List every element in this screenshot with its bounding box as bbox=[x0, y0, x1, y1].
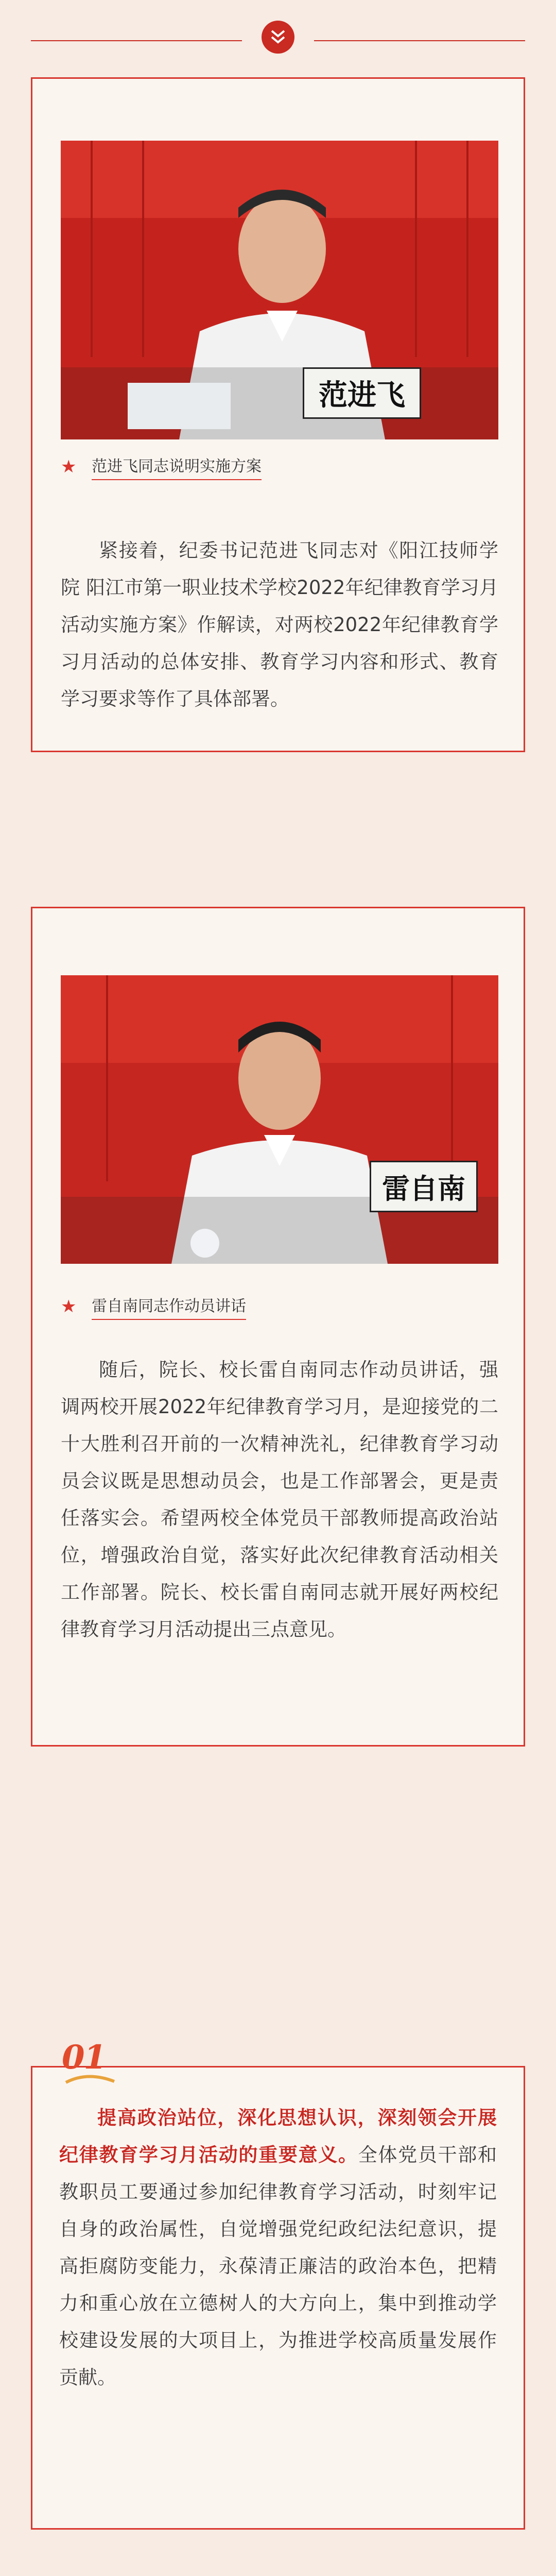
double-chevron-down-icon bbox=[262, 21, 294, 54]
section-paragraph bbox=[59, 2099, 497, 2396]
speaker-nameplate: 雷自南 bbox=[370, 1161, 478, 1212]
photo-caption bbox=[61, 1292, 246, 1321]
speech-block-2 bbox=[31, 907, 525, 1747]
paragraph: 随后，院长、校长雷自南同志作动员讲话，强调两校开展2022年纪律教育学习月，是迎接党的二十大胜利召开前的一次精神洗礼，纪律教育学习动员会议既是思想动员会，也是工作部署会，更是责任落实会。希望两校全体党员干部教师提高政治站位，增强政治自觉，落实好此次纪律教育活动相关工作部署。院长、校长雷自南同志就开展好两校纪律教育学习月活动提出三点意见。 bbox=[61, 1359, 498, 1640]
section-highlight: 提高政治站位，深化思想认识，深刻领会开展纪律教育学习月活动的重要意义。 bbox=[59, 2107, 497, 2166]
speech-block-1 bbox=[31, 77, 525, 752]
paragraph: 紧接着，纪委书记范进飞同志对《阳江技师学院 阳江市第一职业技术学校2022年纪律教育学习月活动实施方案》作解读，对两校2022年纪律教育学习月活动的总体安排、教育学习内容和形式、教育学习要求等作了具体部署。 bbox=[61, 539, 498, 710]
photo-caption bbox=[61, 452, 262, 481]
top-decoration bbox=[0, 0, 556, 72]
caption-text: 范进飞同志说明实施方案 bbox=[92, 453, 262, 480]
star-icon: ★ bbox=[61, 1296, 77, 1317]
section-number: 01 bbox=[62, 2038, 106, 2077]
section-body: 全体党员干部和教职员工要通过参加纪律教育学习活动，时刻牢记自身的政治属性，自觉增强党纪政纪法纪意识，提高拒腐防变能力，永葆清正廉洁的政治本色，把精力和重心放在立德树人的大方向上，集中到推动学校建设发展的大项目上，为推进学校高质量发展作贡献。 bbox=[59, 2144, 497, 2388]
divider-line bbox=[31, 40, 242, 41]
divider-line bbox=[314, 40, 525, 41]
star-icon: ★ bbox=[61, 456, 77, 477]
speaker-photo bbox=[61, 141, 498, 439]
speaker-nameplate: 范进飞 bbox=[303, 367, 421, 419]
speaker-photo bbox=[61, 975, 498, 1264]
section-number-badge bbox=[57, 2035, 118, 2092]
caption-text: 雷自南同志作动员讲话 bbox=[92, 1293, 246, 1320]
